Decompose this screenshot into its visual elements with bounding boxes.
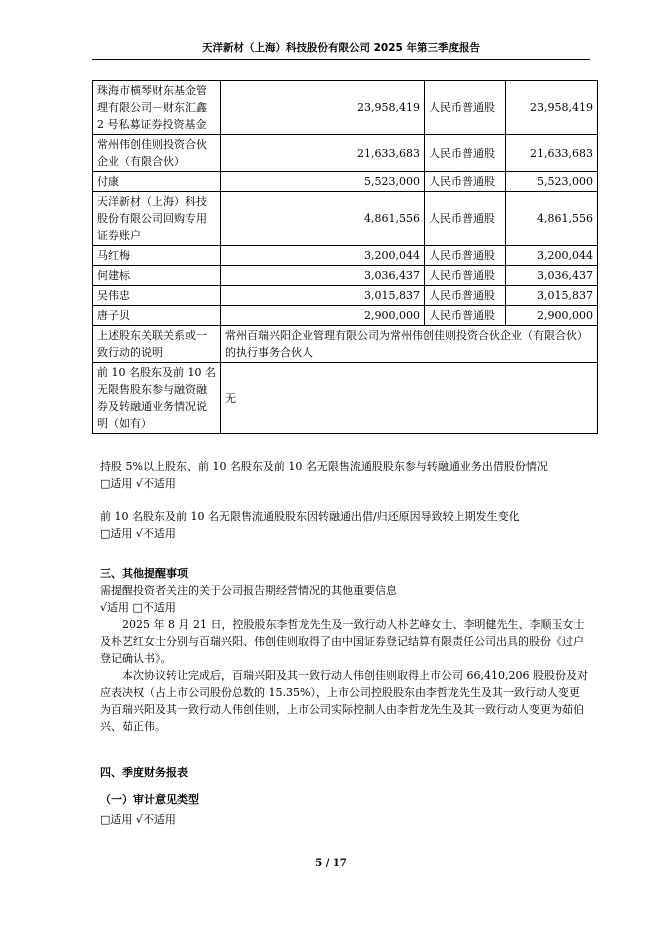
margin-value: 无 xyxy=(221,363,598,434)
holder-quantity: 23,958,419 xyxy=(221,81,425,135)
holder-share-type: 人民币普通股 xyxy=(425,266,506,286)
section-3-subtitle: 需提醒投资者关注的关于公司报告期经营情况的其他重要信息 xyxy=(100,584,397,597)
table-row xyxy=(93,172,598,192)
shareholders-table xyxy=(92,80,598,434)
holder-quantity: 3,036,437 xyxy=(221,266,425,286)
table-row xyxy=(93,192,598,246)
table-row xyxy=(93,135,598,172)
table-row xyxy=(93,81,598,135)
report-header: 天洋新材（上海）科技股份有限公司 2025 年第三季度报告 xyxy=(92,40,590,60)
holder-share-type: 人民币普通股 xyxy=(425,172,506,192)
table-row xyxy=(93,286,598,306)
table-row xyxy=(93,246,598,266)
section-3 xyxy=(100,565,590,735)
holder-type-quantity: 3,036,437 xyxy=(506,266,598,286)
change-section xyxy=(100,508,590,542)
holder-share-type: 人民币普通股 xyxy=(425,246,506,266)
table-row xyxy=(93,306,598,326)
holder-name: 珠海市横琴财东基金管理有限公司－财东汇鑫 2 号私募证券投资基金 xyxy=(93,81,221,135)
section-4-check: □适用 √不适用 xyxy=(100,813,176,826)
holder-quantity: 5,523,000 xyxy=(221,172,425,192)
section-4-sub: （一）审计意见类型 xyxy=(100,793,199,806)
section-3-check: √适用 □不适用 xyxy=(100,601,176,614)
lending-title: 持股 5%以上股东、前 10 名股东及前 10 名无限售流通股股东参与转融通业务出借股份情况 xyxy=(100,460,548,473)
margin-row xyxy=(93,363,598,434)
relation-value: 常州百瑞兴阳企业管理有限公司为常州伟创佳则投资合伙企业（有限合伙）的执行事务合伙人 xyxy=(221,326,598,363)
section-3-heading: 三、其他提醒事项 xyxy=(100,567,188,580)
holder-share-type: 人民币普通股 xyxy=(425,81,506,135)
section-3-para-2: 本次协议转让完成后，百瑞兴阳及其一致行动人伟创佳则取得上市公司 66,410,206 股股份及对应表决权（占上市公司股份总数的 15.35%），上市公司控股股东由李哲龙先生及其一致行动人变更为百瑞兴阳及其一致行动人伟创佳则，上市公司实际控制人由李哲龙先生及其一致行动人变更为茹伯兴、茹正伟。 xyxy=(100,669,588,733)
holder-name: 天洋新材（上海）科技股份有限公司回购专用证券账户 xyxy=(93,192,221,246)
holder-share-type: 人民币普通股 xyxy=(425,286,506,306)
margin-label: 前 10 名股东及前 10 名无限售股东参与融资融券及转融通业务情况说明（如有） xyxy=(93,363,221,434)
holder-share-type: 人民币普通股 xyxy=(425,135,506,172)
holder-name: 何建标 xyxy=(93,266,221,286)
holder-type-quantity: 2,900,000 xyxy=(506,306,598,326)
page-number: 5 / 17 xyxy=(315,858,347,869)
section-3-para-1: 2025 年 8 月 21 日，控股股东李哲龙先生及一致行动人朴艺峰女士、李明健先生、李顺玉女士及朴艺红女士分别与百瑞兴阳、伟创佳则取得了由中国证券登记结算有限责任公司出具的股份《过户登记确认书》。 xyxy=(100,618,585,665)
section-4-heading: 四、季度财务报表 xyxy=(100,766,188,779)
holder-name: 马红梅 xyxy=(93,246,221,266)
section-4 xyxy=(100,764,590,828)
holder-quantity: 21,633,683 xyxy=(221,135,425,172)
holder-quantity: 3,200,044 xyxy=(221,246,425,266)
holder-type-quantity: 4,861,556 xyxy=(506,192,598,246)
change-title: 前 10 名股东及前 10 名无限售流通股股东因转融通出借/归还原因导致较上期发生变化 xyxy=(100,510,520,523)
holder-type-quantity: 21,633,683 xyxy=(506,135,598,172)
holder-name: 吴伟忠 xyxy=(93,286,221,306)
holder-quantity: 4,861,556 xyxy=(221,192,425,246)
lending-section xyxy=(100,458,590,492)
holder-name: 付康 xyxy=(93,172,221,192)
change-check: □适用 √不适用 xyxy=(100,527,176,540)
table-row xyxy=(93,266,598,286)
holder-name: 唐子贝 xyxy=(93,306,221,326)
holder-type-quantity: 5,523,000 xyxy=(506,172,598,192)
holder-name: 常州伟创佳则投资合伙企业（有限合伙） xyxy=(93,135,221,172)
holder-type-quantity: 3,015,837 xyxy=(506,286,598,306)
holder-type-quantity: 3,200,044 xyxy=(506,246,598,266)
holder-share-type: 人民币普通股 xyxy=(425,192,506,246)
relation-row xyxy=(93,326,598,363)
holder-share-type: 人民币普通股 xyxy=(425,306,506,326)
holder-quantity: 3,015,837 xyxy=(221,286,425,306)
holder-quantity: 2,900,000 xyxy=(221,306,425,326)
relation-label: 上述股东关联关系或一致行动的说明 xyxy=(93,326,221,363)
lending-check: □适用 √不适用 xyxy=(100,477,176,490)
holder-type-quantity: 23,958,419 xyxy=(506,81,598,135)
